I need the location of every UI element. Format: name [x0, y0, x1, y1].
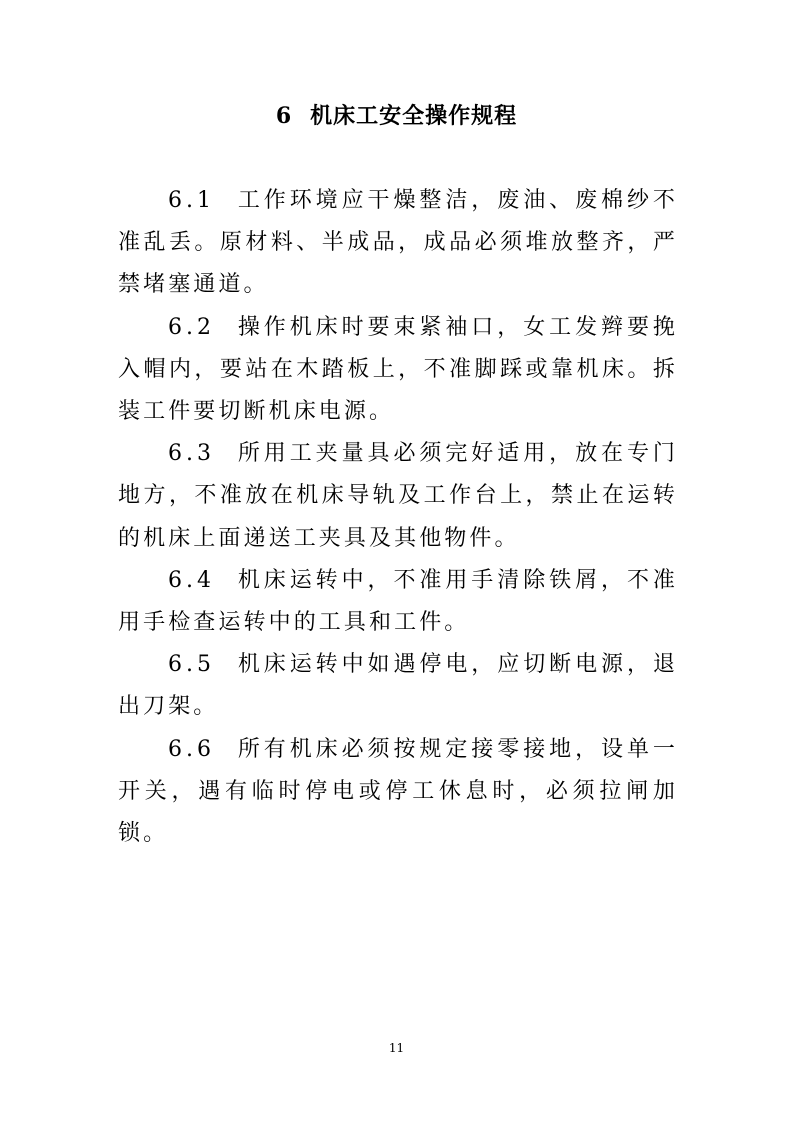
section-text: 工作环境应干燥整洁，废油、废棉纱不准乱丢。原材料、半成品，成品必须堆放整齐，严禁堵塞通道。	[118, 188, 678, 298]
page-number: 11	[388, 1041, 405, 1055]
section-number: 6.1	[168, 188, 215, 213]
section-number: 6.5	[168, 652, 215, 678]
section-6-4	[118, 560, 678, 644]
section-number: 6.6	[168, 736, 215, 762]
section-6-3	[118, 433, 678, 560]
title-text: 机床工安全操作规程	[310, 103, 518, 129]
page-title	[0, 96, 793, 136]
section-6-1	[118, 180, 678, 307]
section-text: 所有机床必须按规定接零接地，设单一开关，遇有临时停电或停工休息时，必须拉闸加锁。	[118, 736, 678, 847]
document-body	[118, 180, 678, 855]
section-text: 机床运转中如遇停电，应切断电源，退出刀架。	[118, 652, 678, 720]
section-number: 6.4	[168, 567, 215, 593]
section-number: 6.2	[168, 314, 215, 340]
section-text: 机床运转中，不准用手清除铁屑，不准用手检查运转中的工具和工件。	[118, 567, 678, 636]
section-6-2	[118, 307, 678, 434]
section-6-6	[118, 729, 678, 856]
title-number: 6	[275, 103, 293, 129]
section-text: 操作机床时要束紧袖口，女工发辫要挽入帽内，要站在木踏板上，不准脚踩或靠机床。拆装工件要切断机床电源。	[118, 314, 678, 425]
section-text: 所用工夹量具必须完好适用，放在专门地方，不准放在机床导轨及工作台上，禁止在运转的机床上面递送工夹具及其他物件。	[118, 441, 678, 551]
section-6-5	[118, 644, 678, 728]
section-number: 6.3	[168, 441, 215, 467]
